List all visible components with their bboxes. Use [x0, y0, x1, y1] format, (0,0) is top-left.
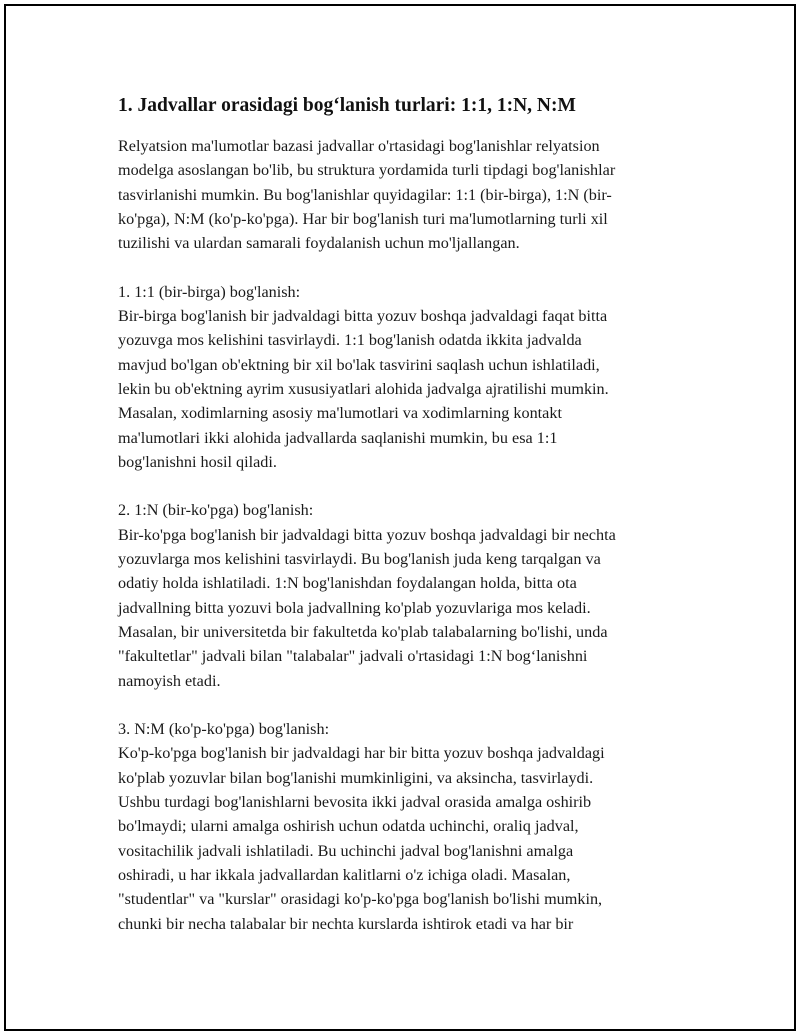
section-many-to-many — [118, 717, 693, 936]
paragraph-line: yozuvlarga mos kelishini tasvirlaydi. Bu bog'lanish juda keng tarqalgan va — [118, 550, 601, 569]
paragraph-line: Masalan, bir universitetda bir fakultetda ko'plab talabalarning bo'lishi, unda — [118, 622, 608, 641]
paragraph-line: chunki bir necha talabalar bir nechta kurslarda ishtirok etadi va har bir — [118, 914, 574, 933]
section-one-to-many — [118, 498, 693, 692]
paragraph-line: bo'lmaydi; ularni amalga oshirish uchun odatda uchinchi, oraliq jadval, — [118, 817, 579, 836]
paragraph-line: mavjud bo'lgan ob'ektning bir xil bo'lak tasvirini saqlash uchun ishlatiladi, — [118, 355, 600, 374]
paragraph-line: namoyish etadi. — [118, 671, 221, 690]
section-heading: 3. N:M (ko'p-ko'pga) bog'lanish: — [118, 720, 330, 739]
document-title: 1. Jadvallar orasidagi bog‘lanish turlari: 1:1, 1:N, N:M — [118, 95, 576, 116]
paragraph-spacer — [118, 693, 693, 717]
paragraph-line: "fakultetlar" jadvali bilan "talabalar" jadvali o'rtasidagi 1:N bog‘lanishni — [118, 647, 588, 666]
paragraph-line: lekin bu ob'ektning ayrim xususiyatlari alohida jadvalga ajratilishi mumkin. — [118, 379, 609, 398]
paragraph-line: bog'lanishni hosil qiladi. — [118, 452, 277, 471]
paragraph-spacer — [118, 255, 693, 279]
paragraph-line: modelga asoslangan bo'lib, bu struktura yordamida turli tipdagi bog'lanishlar — [118, 161, 616, 180]
section-heading: 2. 1:N (bir-ko'pga) bog'lanish: — [118, 501, 314, 520]
paragraph-line: ma'lumotlari ikki alohida jadvallarda saqlanishi mumkin, bu esa 1:1 — [118, 428, 558, 447]
paragraph-line: Ko'p-ko'pga bog'lanish bir jadvaldagi har bir bitta yozuv boshqa jadvaldagi — [118, 744, 605, 763]
paragraph-line: tasvirlanishi mumkin. Bu bog'lanishlar quyidagilar: 1:1 (bir-birga), 1:N (bir- — [118, 185, 612, 204]
paragraph-line: jadvallning bitta yozuvi bola jadvallning ko'plab yozuvlariga mos keladi. — [118, 598, 591, 617]
paragraph-line: Ushbu turdagi bog'lanishlarni bevosita ikki jadval orasida amalga oshirib — [118, 793, 592, 812]
intro-paragraph — [118, 134, 693, 255]
paragraph-line: Masalan, xodimlarning asosiy ma'lumotlari va xodimlarning kontakt — [118, 404, 562, 423]
section-heading: 1. 1:1 (bir-birga) bog'lanish: — [118, 282, 301, 301]
paragraph-spacer — [118, 474, 693, 498]
paragraph-line: ko'plab yozuvlar bilan bog'lanishi mumkinligini, va aksincha, tasvirlaydi. — [118, 768, 594, 787]
paragraph-line: Bir-ko'pga bog'lanish bir jadvaldagi bitta yozuv boshqa jadvaldagi bir nechta — [118, 525, 616, 544]
paragraph-line: ko'pga), N:M (ko'p-ko'pga). Har bir bog'lanish turi ma'lumotlarning turli xil — [118, 209, 608, 228]
paragraph-line: tuzilishi va ulardan samarali foydalanish uchun mo'ljallangan. — [118, 234, 520, 253]
paragraph-line: yozuvga mos kelishini tasvirlaydi. 1:1 bog'lanish odatda ikkita jadvalda — [118, 331, 582, 350]
paragraph-line: vositachilik jadvali ishlatiladi. Bu uchinchi jadval bog'lanishni amalga — [118, 841, 574, 860]
document-body — [118, 92, 693, 936]
paragraph-line: odatiy holda ishlatiladi. 1:N bog'lanishdan foydalangan holda, bitta ota — [118, 574, 577, 593]
paragraph-line: Relyatsion ma'lumotlar bazasi jadvallar o'rtasidagi bog'lanishlar relyatsion — [118, 137, 600, 155]
paragraph-line: Bir-birga bog'lanish bir jadvaldagi bitta yozuv boshqa jadvaldagi faqat bitta — [118, 307, 608, 326]
paragraph-line: "studentlar" va "kurslar" orasidagi ko'p-ko'pga bog'lanish bo'lishi mumkin, — [118, 890, 603, 909]
section-one-to-one — [118, 280, 693, 474]
paragraph-line: oshiradi, u har ikkala jadvallardan kalitlarni o'z ichiga oladi. Masalan, — [118, 865, 571, 884]
